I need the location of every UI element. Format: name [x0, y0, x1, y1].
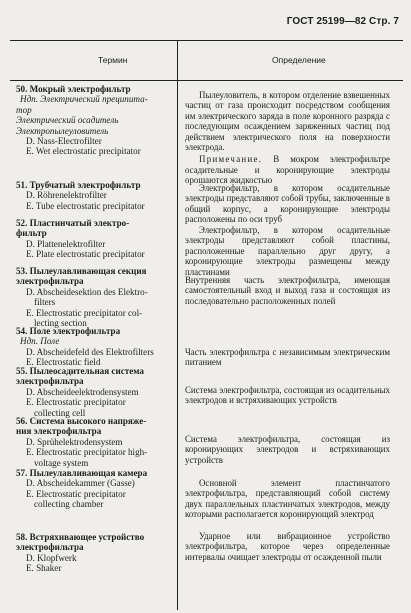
- definition-text: Ударное или вибрационное устройство электрофильтра, которое через определенные интервалы очищает электроды от осажденной пыли: [185, 531, 390, 562]
- term-german: D. Nass-Electrofilter: [26, 136, 102, 147]
- term-english: E. Electrostatic field: [26, 357, 101, 368]
- definition-53: [185, 275, 390, 306]
- definition-58: [185, 531, 390, 562]
- definition-text: Часть электрофильтра с независимым электрическим питанием: [185, 347, 390, 368]
- column-header-definition: Определение: [272, 55, 326, 65]
- term-56: [16, 416, 166, 468]
- definition-text: Электрофильтр, в котором осадительные электроды представляют собой пластины, расположенные параллельно друг другу, а коронирующие электроды размещены между пластинами: [185, 225, 390, 277]
- term-english: E. Electrostatic precipitator: [26, 397, 126, 408]
- term-title: 52. Пластинчатый электро-: [16, 218, 130, 228]
- term-title: 55. Пылеосадительная система: [16, 366, 144, 376]
- term-58: [16, 532, 166, 574]
- term-german: D. Röhrenelektrofilter: [26, 190, 107, 201]
- definition-text: Система электрофильтра, состоящая из коронирующих электродов и встряхивающих устройств: [185, 434, 390, 465]
- term-german: D. Plattenelektrofilter: [26, 238, 106, 249]
- term-title: 50. Мокрый электрофильтр: [16, 84, 131, 94]
- term-54: [16, 326, 166, 368]
- term-51: [16, 180, 166, 211]
- column-header-term: Термин: [98, 55, 128, 65]
- term-deprecated: Электропылеуловитель: [16, 125, 109, 136]
- term-german: D. Sprühelektrodensystem: [26, 436, 123, 447]
- term-german: D. Klopfwerk: [26, 552, 77, 563]
- term-german: filters: [34, 297, 56, 308]
- term-title: электрофильтра: [16, 376, 84, 387]
- definition-text: Внутренняя часть электрофильтра, имеющая самостоятельный вход и выход газа и состоящая из последовательно расположенных полей: [185, 275, 390, 306]
- term-english: E. Electrostatic precipitator high-: [26, 447, 148, 458]
- definition-text: Основной элемент пластинчатого электрофильтра, представляющий собой систему двух параллельных пластинчатых электродов, между которыми располагается коронирующий электрод: [185, 478, 390, 520]
- term-title: 54. Поле электрофильтра: [16, 326, 121, 336]
- term-title: 58. Встряхивающее устройство: [16, 532, 145, 542]
- table-top-rule: [10, 40, 403, 41]
- term-german: D. Abscheideelektrodensystem: [26, 386, 139, 397]
- table-header-rule: [10, 80, 403, 81]
- definition-50: [185, 90, 390, 186]
- term-english: lecting section: [34, 318, 87, 329]
- definition-note: [185, 154, 390, 185]
- term-english: E. Shaker: [26, 563, 62, 574]
- term-title: 51. Трубчатый электрофильтр: [16, 180, 141, 190]
- term-50: [16, 84, 166, 157]
- term-52: [16, 218, 166, 260]
- term-german: D. Abscheidefeld des Elektrofilters: [26, 346, 154, 357]
- term-title: 56. Система высокого напряже-: [16, 416, 147, 426]
- term-english: E. Electrostatic precipitator col-: [26, 307, 143, 318]
- term-english: E. Electrostatic precipitator: [26, 488, 126, 499]
- term-german: D. Abscheidesektion des Elektro-: [26, 286, 148, 297]
- term-english: E. Plate electrostatic precipitator: [26, 249, 145, 260]
- definition-55: [185, 385, 390, 406]
- term-english: E. Wet electrostatic precipitator: [26, 146, 141, 157]
- term-title: фильтр: [16, 228, 47, 239]
- term-title: 57. Пылеулавливающая камера: [16, 468, 148, 478]
- definition-57: [185, 478, 390, 520]
- definition-52: [185, 225, 390, 277]
- term-53: [16, 266, 166, 328]
- term-english: collecting cell: [34, 407, 86, 418]
- term-57: [16, 468, 166, 510]
- term-title: электрофильтра: [16, 542, 84, 553]
- term-title: 53. Пылеулавливающая секция: [16, 266, 147, 276]
- term-deprecated: тор: [16, 104, 32, 115]
- definition-text: Пылеуловитель, в котором отделение взвешенных частиц от газа происходит посредством сообщения им электрического заряда в поле коронного разряда с последующим осаждением заряженных частиц под действием электрического поля на поверхности электрода.: [185, 90, 390, 153]
- term-deprecated: Ндп. Электрический преципита-: [20, 94, 148, 105]
- definition-54: [185, 347, 390, 368]
- term-german: D. Abscheidekammer (Gasse): [26, 478, 135, 489]
- term-title: ния электрофильтра: [16, 426, 102, 437]
- term-title: электрофильтра: [16, 276, 84, 287]
- term-55: [16, 366, 166, 418]
- term-english: collecting chamber: [34, 499, 104, 510]
- term-english: E. Tube electrostatic precipitator: [26, 200, 145, 211]
- definition-51: [185, 183, 390, 225]
- column-divider: [177, 40, 178, 610]
- term-deprecated: Электрический осадитель: [16, 115, 119, 126]
- page-header: ГОСТ 25199—82 Стр. 7: [286, 16, 399, 27]
- definition-text: Система электрофильтра, состоящая из осадительных электродов и встряхивающих устройств: [185, 385, 390, 406]
- note-text: В мокром электрофильтре осадительные и коронирующие электроды орошаются жидкостью: [185, 154, 390, 186]
- term-deprecated: Ндп. Поле: [20, 336, 60, 347]
- definition-56: [185, 434, 390, 465]
- definition-text: Электрофильтр, в котором осадительные электроды представляют собой трубы, заключенные в общий корпус, а коронирующие электроды расположены по оси труб: [185, 183, 390, 225]
- note-label: Примечание.: [199, 154, 263, 165]
- term-english: voltage system: [34, 457, 89, 468]
